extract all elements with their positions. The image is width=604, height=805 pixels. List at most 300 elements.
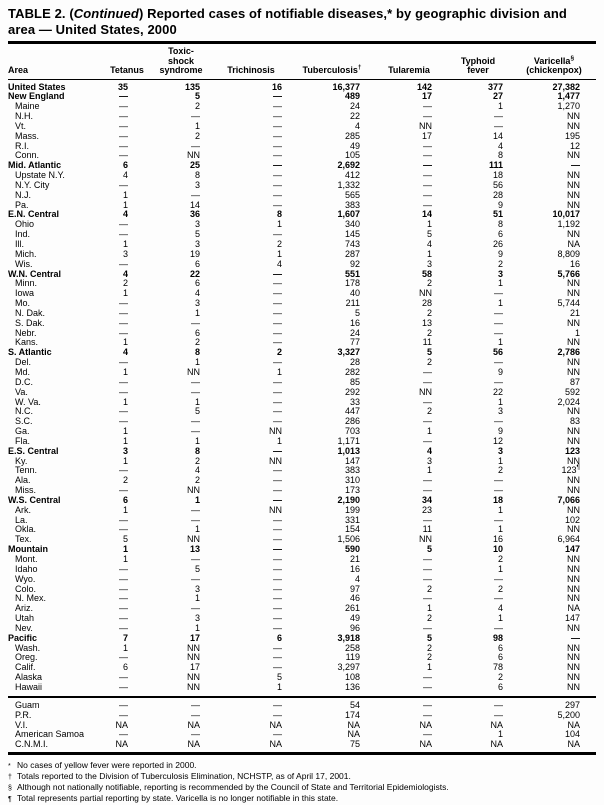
value-cell: 1 <box>122 199 128 210</box>
value-cell: — <box>423 475 432 486</box>
area-cell: E.S. Central <box>8 445 59 456</box>
table-row <box>8 486 596 496</box>
area-cell: W.S. Central <box>8 494 61 505</box>
value-cell: 412 <box>344 170 360 181</box>
value-cell: — <box>119 652 128 663</box>
area-cell: C.N.M.I. <box>8 740 104 753</box>
value-cell: 17 <box>189 662 200 673</box>
value-cell: NN <box>567 229 580 240</box>
value-cell: NN <box>269 455 282 466</box>
area-cell: Ariz. <box>15 603 33 614</box>
value-cell: NN <box>567 366 580 377</box>
value-cell: 102 <box>564 514 580 525</box>
value-cell: 8 <box>194 445 200 456</box>
value-cell: — <box>273 189 282 200</box>
value-cell: 310 <box>344 475 360 486</box>
value-cell: 3 <box>194 613 200 624</box>
value-cell: 211 <box>345 298 360 309</box>
value-cell: NN <box>567 170 580 181</box>
table-row <box>8 506 596 516</box>
value-cell: — <box>273 416 282 427</box>
value-cell: — <box>494 573 503 584</box>
value-cell: 4 <box>194 288 200 299</box>
value-cell: 383 <box>344 199 360 210</box>
value-cell: 2 <box>426 613 432 624</box>
value-cell: 5 <box>426 632 432 643</box>
value-cell: 2 <box>426 278 432 289</box>
table-row <box>8 614 596 624</box>
value-cell: — <box>273 524 282 535</box>
table-row <box>8 250 596 260</box>
value-cell: 1,477 <box>557 91 580 102</box>
value-cell: — <box>273 445 282 456</box>
value-cell: 6 <box>194 258 200 269</box>
value-cell: — <box>191 709 200 720</box>
value-cell: — <box>423 416 432 427</box>
value-cell: — <box>119 573 128 584</box>
value-cell: 1 <box>497 337 503 348</box>
area-cell: United States <box>8 81 66 92</box>
value-cell: 3 <box>194 298 200 309</box>
table-row <box>8 220 596 230</box>
value-cell: 489 <box>344 91 360 102</box>
value-cell: — <box>273 573 282 584</box>
area-cell: Pacific <box>8 632 38 643</box>
value-cell: — <box>273 130 282 141</box>
area-cell: Calif. <box>15 662 36 673</box>
value-cell: — <box>119 603 128 614</box>
value-cell: 377 <box>487 81 503 92</box>
area-cell: Ky. <box>15 455 28 466</box>
value-cell: NA <box>567 719 580 730</box>
value-cell: — <box>191 426 200 437</box>
area-cell: La. <box>15 514 28 525</box>
table-row <box>8 132 596 142</box>
table-row <box>8 535 596 545</box>
table-row <box>8 711 596 721</box>
value-cell: 6 <box>194 278 200 289</box>
area-cell: Mid. Atlantic <box>8 160 62 171</box>
table-row <box>8 161 596 171</box>
value-cell: — <box>119 258 128 269</box>
value-cell: 5 <box>426 229 432 240</box>
value-cell: 5 <box>354 307 360 318</box>
value-cell: NN <box>567 573 580 584</box>
value-cell: NA <box>567 239 580 249</box>
table-row <box>8 457 596 467</box>
table-row <box>8 92 596 102</box>
value-cell: 78 <box>492 662 503 673</box>
value-cell: 145 <box>344 229 360 240</box>
title-continued: Continued <box>73 6 139 21</box>
table-row <box>8 721 596 731</box>
value-cell: — <box>119 91 128 102</box>
table-row <box>8 663 596 673</box>
value-cell: 3 <box>122 445 128 456</box>
value-cell: — <box>494 622 503 633</box>
table-row <box>8 604 596 614</box>
value-cell: — <box>273 298 282 309</box>
value-cell: 1 <box>194 120 200 131</box>
value-cell: 4 <box>426 239 432 249</box>
table-row <box>8 417 596 427</box>
value-cell: 18 <box>492 170 503 181</box>
area-cell: Mass. <box>15 130 40 141</box>
value-cell: — <box>423 101 432 112</box>
value-cell: 123 <box>564 445 580 456</box>
area-cell: Mountain <box>8 544 48 555</box>
table-row <box>8 740 596 753</box>
value-cell: — <box>119 101 128 112</box>
value-cell: 4 <box>497 603 503 614</box>
value-cell: 108 <box>344 672 360 683</box>
table-row <box>8 575 596 585</box>
value-cell: 1 <box>194 307 200 318</box>
value-cell: 49 <box>349 140 360 151</box>
value-cell: NA <box>104 740 150 753</box>
table-row <box>8 398 596 408</box>
area-cell: V.I. <box>15 719 28 730</box>
area-cell: Oreg. <box>15 652 38 663</box>
value-cell: 1 <box>426 662 432 673</box>
footnote-varicella <box>8 794 604 805</box>
value-cell: 24 <box>349 101 360 112</box>
value-cell: 5 <box>194 229 200 240</box>
value-cell: 147 <box>564 613 580 624</box>
value-cell: — <box>273 514 282 525</box>
value-cell: — <box>423 376 432 387</box>
value-cell: 8,809 <box>557 248 580 259</box>
area-cell: Ill. <box>15 239 24 249</box>
table-row <box>8 309 596 319</box>
value-cell: 27,382 <box>552 81 580 92</box>
value-cell: 2,190 <box>337 494 360 505</box>
value-cell: — <box>273 160 282 171</box>
value-cell: — <box>119 120 128 131</box>
area-cell: Pa. <box>15 199 29 210</box>
value-cell: 4 <box>426 445 432 456</box>
value-cell: 1 <box>426 219 432 230</box>
value-cell: — <box>273 406 282 417</box>
value-cell: 1 <box>122 455 128 466</box>
value-cell: — <box>423 563 432 574</box>
area-cell: Alaska <box>15 672 43 683</box>
value-cell: 1 <box>122 189 128 200</box>
value-cell: 123¶ <box>561 464 580 476</box>
area-cell: Utah <box>15 613 35 624</box>
value-cell: 1 <box>194 396 200 407</box>
value-cell: — <box>374 697 444 711</box>
value-cell: NN <box>187 366 200 377</box>
value-cell: — <box>494 514 503 525</box>
value-cell: 6 <box>194 327 200 338</box>
value-cell: NN <box>567 652 580 663</box>
value-cell: — <box>494 416 503 427</box>
value-cell: — <box>494 111 503 122</box>
value-cell: — <box>191 504 200 515</box>
table-row <box>8 447 596 457</box>
value-cell: 147 <box>564 544 580 555</box>
value-cell: — <box>273 622 282 633</box>
value-cell: NN <box>187 652 200 663</box>
area-cell: Md. <box>15 366 31 377</box>
value-cell: 3 <box>122 248 128 259</box>
value-cell: — <box>191 189 200 200</box>
value-cell: 22 <box>349 111 360 122</box>
value-cell: 2 <box>276 347 282 358</box>
value-cell: 1 <box>426 248 432 259</box>
value-cell: — <box>423 622 432 633</box>
value-cell: — <box>423 199 432 210</box>
value-cell: 16 <box>492 534 503 545</box>
value-cell: 26 <box>492 239 503 249</box>
value-cell: 11 <box>422 524 432 535</box>
value-cell: 119 <box>345 652 360 663</box>
value-cell: 2,024 <box>557 396 580 407</box>
footnote-marker: † <box>8 774 12 782</box>
value-cell: 743 <box>344 239 360 249</box>
value-cell: NA <box>150 740 212 753</box>
value-cell: 5 <box>194 91 200 102</box>
table-row <box>8 683 596 697</box>
value-cell: 12 <box>569 140 580 151</box>
value-cell: 1 <box>426 426 432 437</box>
value-cell: — <box>273 386 282 397</box>
value-cell: NA <box>187 719 200 730</box>
value-cell: — <box>191 573 200 584</box>
value-cell: — <box>273 554 282 564</box>
value-cell: — <box>191 140 200 151</box>
value-cell: 1,506 <box>337 534 360 545</box>
value-cell: — <box>423 514 432 525</box>
value-cell: NA <box>347 719 360 730</box>
value-cell: 1 <box>122 337 128 348</box>
table-row <box>8 368 596 378</box>
value-cell: NA <box>512 740 596 753</box>
area-cell: Conn. <box>15 150 40 161</box>
value-cell: — <box>571 632 580 643</box>
table-row <box>8 319 596 329</box>
value-cell: 75 <box>290 740 374 753</box>
area-cell: Wash. <box>15 642 41 653</box>
value-cell: 4 <box>122 347 128 358</box>
value-cell: — <box>273 101 282 112</box>
value-cell: NA <box>374 740 444 753</box>
value-cell: 8 <box>276 209 282 220</box>
area-cell: Ala. <box>15 475 31 486</box>
value-cell: — <box>494 485 503 496</box>
value-cell: 2 <box>276 239 282 249</box>
value-cell: — <box>119 179 128 190</box>
footnote-text: Total represents partial reporting by state. Varicella is no longer notifiable in this state. <box>17 793 339 804</box>
area-cell: Mont. <box>15 554 38 564</box>
value-cell: 1 <box>122 504 128 515</box>
table-row <box>8 171 596 181</box>
value-cell: 105 <box>344 150 360 161</box>
notifiable-diseases-table <box>8 45 596 755</box>
value-cell: — <box>273 288 282 299</box>
value-cell: NA <box>212 740 290 753</box>
value-cell: 28 <box>349 357 360 368</box>
value-cell: 25 <box>189 160 200 171</box>
value-cell: — <box>273 494 282 505</box>
value-cell: NN <box>419 120 432 131</box>
value-cell: NA <box>269 719 282 730</box>
value-cell: — <box>191 317 200 328</box>
value-cell: 1 <box>276 366 282 377</box>
value-cell: 4 <box>276 258 282 269</box>
footnote-text: Totals reported to the Division of Tuberculosis Elimination, NCHSTP, as of April 17, 2001. <box>17 771 351 782</box>
value-cell: 3 <box>194 179 200 190</box>
table-row <box>8 427 596 437</box>
value-cell: 173 <box>344 485 360 496</box>
value-cell: — <box>494 327 503 338</box>
value-cell: — <box>273 307 282 318</box>
value-cell: 2 <box>194 337 200 348</box>
value-cell: 104 <box>564 729 580 740</box>
area-cell: R.I. <box>15 140 30 151</box>
column-header: Trichinosis <box>212 45 290 79</box>
area-cell: American Samoa <box>15 729 85 740</box>
value-cell: 7,066 <box>557 494 580 505</box>
value-cell: 1 <box>194 524 200 535</box>
value-cell: NN <box>187 672 200 683</box>
value-cell: — <box>119 514 128 525</box>
value-cell: 5 <box>194 406 200 417</box>
column-header: Area <box>8 45 104 79</box>
table-row <box>8 545 596 555</box>
value-cell: 14 <box>421 209 432 220</box>
value-cell: 1 <box>276 248 282 259</box>
value-cell: NN <box>567 120 580 131</box>
value-cell: 3,327 <box>337 347 360 358</box>
value-cell: 3 <box>426 455 432 466</box>
table-row <box>8 142 596 152</box>
value-cell: — <box>119 140 128 151</box>
value-cell: 9 <box>497 366 503 377</box>
value-cell: 9 <box>497 248 503 259</box>
value-cell: 1 <box>276 681 282 692</box>
area-cell: Tenn. <box>15 465 38 476</box>
value-cell: 1 <box>497 396 503 407</box>
value-cell: 11 <box>422 337 432 348</box>
table-row <box>8 496 596 506</box>
area-cell: N.J. <box>15 189 32 200</box>
value-cell: NN <box>567 278 580 289</box>
value-cell: 1 <box>574 327 580 338</box>
value-cell: 2 <box>426 327 432 338</box>
value-cell: — <box>119 622 128 633</box>
value-cell: NA <box>567 603 580 614</box>
table-title <box>8 6 593 38</box>
value-cell: 147 <box>344 455 360 466</box>
value-cell: 195 <box>564 130 580 141</box>
area-cell: S. Atlantic <box>8 347 52 358</box>
value-cell: 83 <box>569 416 580 427</box>
value-cell: — <box>273 709 282 720</box>
area-cell: Nebr. <box>15 327 37 338</box>
value-cell: NN <box>187 150 200 161</box>
value-cell: — <box>494 475 503 486</box>
value-cell: — <box>273 120 282 131</box>
value-cell: — <box>423 170 432 181</box>
value-cell: — <box>494 709 503 720</box>
value-cell: — <box>273 229 282 240</box>
value-cell: NN <box>567 563 580 574</box>
value-cell: 1,013 <box>337 445 360 456</box>
value-cell: 154 <box>344 524 360 535</box>
value-cell: 258 <box>344 642 360 653</box>
value-cell: 98 <box>492 632 503 643</box>
value-cell: 5 <box>122 534 128 545</box>
value-cell: 5 <box>276 672 282 683</box>
value-cell: — <box>119 583 128 594</box>
table-row <box>8 516 596 526</box>
area-cell: E.N. Central <box>8 209 60 220</box>
value-cell: NN <box>567 681 580 692</box>
title-rule <box>8 41 596 44</box>
value-cell: — <box>571 160 580 171</box>
area-cell: Wyo. <box>15 573 36 584</box>
value-cell: — <box>191 111 200 122</box>
value-cell: 2,786 <box>557 347 580 358</box>
table-row <box>8 240 596 250</box>
value-cell: — <box>191 554 200 564</box>
value-cell: — <box>423 140 432 151</box>
value-cell: — <box>191 514 200 525</box>
value-cell: 1 <box>497 101 503 112</box>
value-cell: — <box>119 317 128 328</box>
table-row <box>8 102 596 112</box>
area-cell: Minn. <box>15 278 38 289</box>
value-cell: NA <box>115 719 128 730</box>
value-cell: 1 <box>122 239 128 249</box>
area-cell: N.H. <box>15 111 33 122</box>
area-cell: Upstate N.Y. <box>15 170 65 181</box>
value-cell: — <box>191 416 200 427</box>
value-cell: — <box>119 376 128 387</box>
value-cell: — <box>494 376 503 387</box>
value-cell: — <box>273 534 282 545</box>
value-cell: — <box>494 288 503 299</box>
value-cell: 6 <box>497 652 503 663</box>
value-cell: 2,692 <box>337 160 360 171</box>
value-cell: NN <box>567 642 580 653</box>
value-cell: 135 <box>184 81 200 92</box>
value-cell: 56 <box>492 179 503 190</box>
value-cell: — <box>273 91 282 102</box>
table-row <box>8 565 596 575</box>
value-cell: 6 <box>276 632 282 643</box>
value-cell: NN <box>567 672 580 683</box>
footnote-marker: § <box>8 785 12 793</box>
value-cell: — <box>191 603 200 614</box>
header-row <box>8 45 596 79</box>
value-cell: 1 <box>194 622 200 633</box>
area-cell: New England <box>8 91 65 102</box>
value-cell: 1 <box>497 455 503 466</box>
value-cell: 1 <box>497 563 503 574</box>
value-cell: 3 <box>194 583 200 594</box>
value-cell: NN <box>567 357 580 368</box>
value-cell: 16 <box>569 258 580 269</box>
area-cell: Kans. <box>15 337 39 348</box>
value-cell: 340 <box>344 219 360 230</box>
value-cell: 4 <box>122 268 128 279</box>
table-row <box>8 378 596 388</box>
value-cell: NN <box>567 435 580 446</box>
value-cell: — <box>119 729 128 740</box>
